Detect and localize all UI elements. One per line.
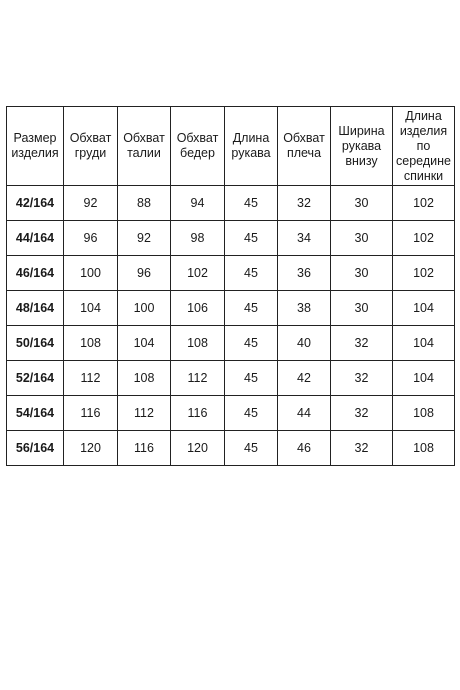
table-row — [7, 291, 455, 326]
table-row — [7, 256, 455, 291]
size-cell: 52/164 — [7, 361, 64, 396]
measurement-cell: 116 — [64, 396, 118, 431]
measurement-cell: 36 — [278, 256, 331, 291]
measurement-cell: 104 — [64, 291, 118, 326]
size-cell: 48/164 — [7, 291, 64, 326]
measurement-cell: 30 — [331, 256, 393, 291]
measurement-cell: 108 — [393, 431, 455, 466]
table-body — [7, 186, 455, 466]
measurement-cell: 45 — [225, 396, 278, 431]
measurement-cell: 102 — [393, 256, 455, 291]
measurement-cell: 104 — [393, 291, 455, 326]
header-sleeve-width — [331, 107, 393, 186]
header-hips — [171, 107, 225, 186]
measurement-cell: 32 — [278, 186, 331, 221]
header-label: Обхват талии — [123, 131, 165, 160]
header-label: Обхват груди — [69, 131, 112, 160]
measurement-cell: 30 — [331, 291, 393, 326]
header-label: Длина рукава — [231, 131, 271, 160]
measurement-cell: 120 — [171, 431, 225, 466]
measurement-cell: 45 — [225, 291, 278, 326]
measurement-cell: 108 — [64, 326, 118, 361]
table-row — [7, 361, 455, 396]
measurement-cell: 104 — [393, 361, 455, 396]
header-back-length — [393, 107, 455, 186]
measurement-cell: 46 — [278, 431, 331, 466]
measurement-cell: 98 — [171, 221, 225, 256]
measurement-cell: 92 — [118, 221, 171, 256]
table-row — [7, 326, 455, 361]
header-waist — [118, 107, 171, 186]
measurement-cell: 38 — [278, 291, 331, 326]
size-cell: 56/164 — [7, 431, 64, 466]
measurement-cell: 32 — [331, 431, 393, 466]
measurement-cell: 42 — [278, 361, 331, 396]
measurement-cell: 104 — [118, 326, 171, 361]
size-chart-table — [6, 106, 455, 466]
measurement-cell: 45 — [225, 361, 278, 396]
size-cell: 44/164 — [7, 221, 64, 256]
measurement-cell: 32 — [331, 396, 393, 431]
header-size — [7, 107, 64, 186]
measurement-cell: 32 — [331, 361, 393, 396]
header-label: Обхват бедер — [176, 131, 219, 160]
measurement-cell: 32 — [331, 326, 393, 361]
measurement-cell: 100 — [64, 256, 118, 291]
measurement-cell: 44 — [278, 396, 331, 431]
measurement-cell: 34 — [278, 221, 331, 256]
table-row — [7, 396, 455, 431]
measurement-cell: 108 — [393, 396, 455, 431]
measurement-cell: 30 — [331, 186, 393, 221]
measurement-cell: 104 — [393, 326, 455, 361]
table-row — [7, 431, 455, 466]
measurement-cell: 100 — [118, 291, 171, 326]
table-row — [7, 221, 455, 256]
measurement-cell: 45 — [225, 186, 278, 221]
measurement-cell: 45 — [225, 256, 278, 291]
header-sleeve-length — [225, 107, 278, 186]
measurement-cell: 96 — [118, 256, 171, 291]
measurement-cell: 88 — [118, 186, 171, 221]
measurement-cell: 40 — [278, 326, 331, 361]
measurement-cell: 94 — [171, 186, 225, 221]
table-row — [7, 186, 455, 221]
measurement-cell: 116 — [118, 431, 171, 466]
header-chest — [64, 107, 118, 186]
measurement-cell: 108 — [118, 361, 171, 396]
measurement-cell: 120 — [64, 431, 118, 466]
measurement-cell: 45 — [225, 326, 278, 361]
measurement-cell: 45 — [225, 221, 278, 256]
measurement-cell: 92 — [64, 186, 118, 221]
size-cell: 42/164 — [7, 186, 64, 221]
size-cell: 50/164 — [7, 326, 64, 361]
size-cell: 46/164 — [7, 256, 64, 291]
measurement-cell: 108 — [171, 326, 225, 361]
measurement-cell: 106 — [171, 291, 225, 326]
measurement-cell: 112 — [118, 396, 171, 431]
measurement-cell: 45 — [225, 431, 278, 466]
measurement-cell: 96 — [64, 221, 118, 256]
header-label: Обхват плеча — [283, 131, 325, 160]
measurement-cell: 112 — [171, 361, 225, 396]
measurement-cell: 102 — [393, 221, 455, 256]
header-label: Размер изделия — [11, 131, 59, 160]
size-cell: 54/164 — [7, 396, 64, 431]
header-label: Ширина рукава внизу — [338, 123, 385, 168]
measurement-cell: 30 — [331, 221, 393, 256]
header-shoulder — [278, 107, 331, 186]
header-row — [7, 107, 455, 186]
header-label: Длина изделия по середине спинки — [396, 108, 451, 183]
measurement-cell: 102 — [171, 256, 225, 291]
measurement-cell: 116 — [171, 396, 225, 431]
measurement-cell: 102 — [393, 186, 455, 221]
table-header — [7, 107, 455, 186]
measurement-cell: 112 — [64, 361, 118, 396]
